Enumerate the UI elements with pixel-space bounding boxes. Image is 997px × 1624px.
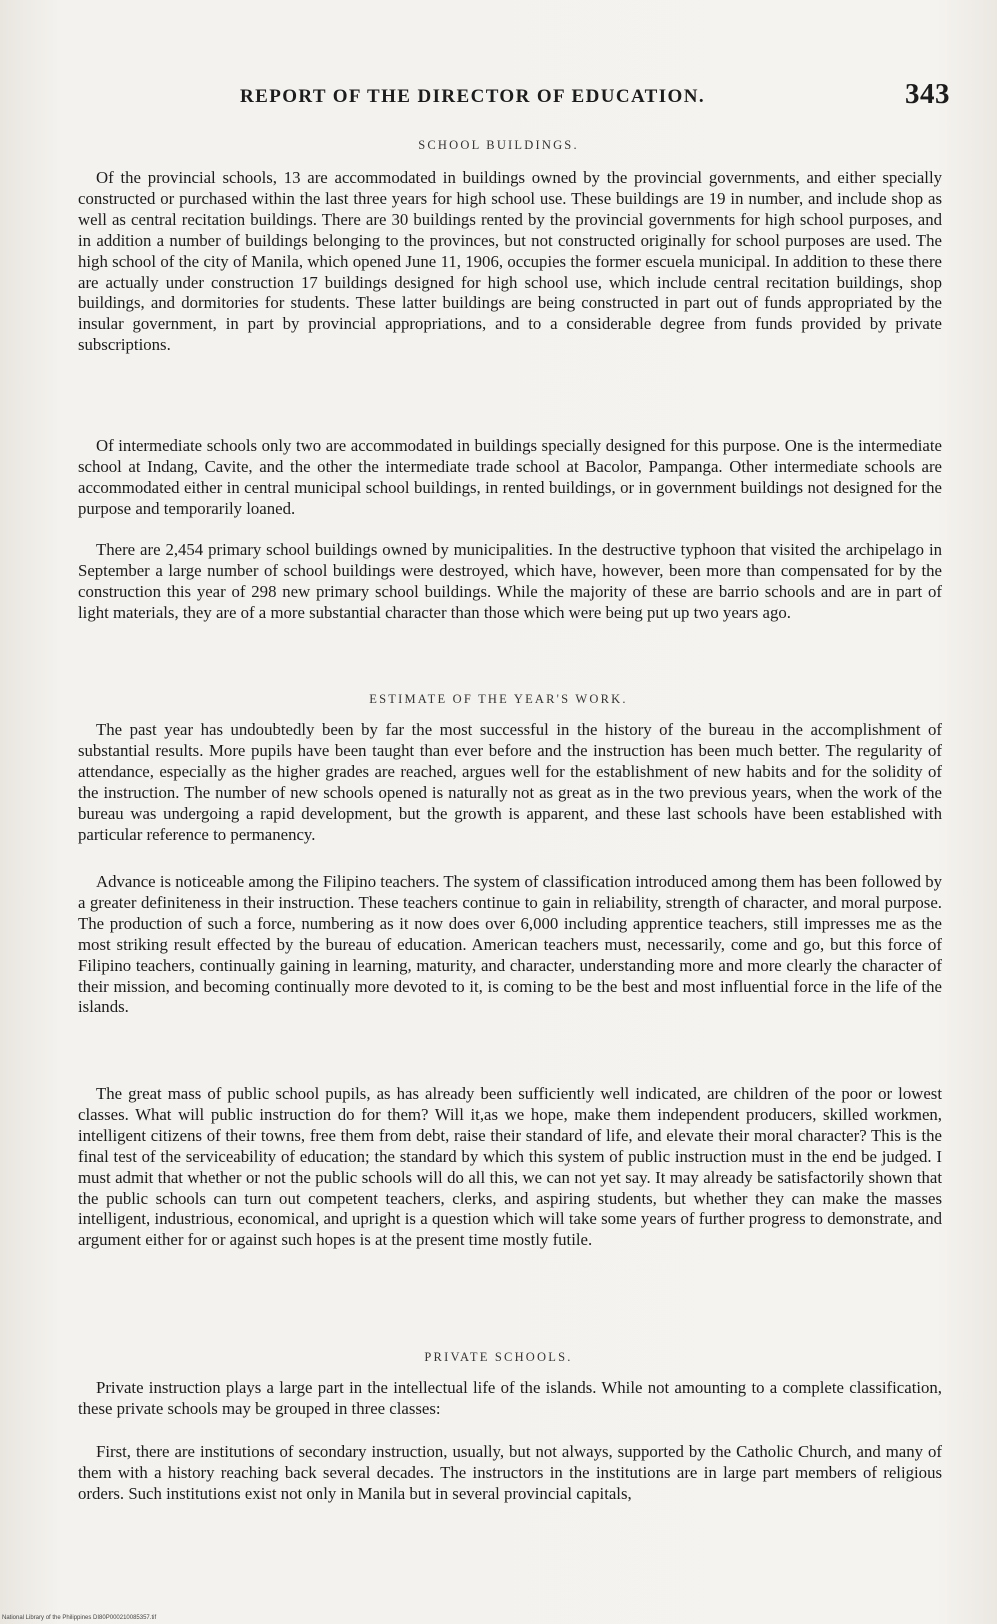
paragraph: The great mass of public school pupils, as has already been sufficiently well indicated, are children of the poor or lowest classes. What will public instruction do for them? Will it,as we hope, make them independent producers, skilled workmen, intelligent citizens of their towns, free them from debt, raise their standard of life, and elevate their moral character? This is the final test of the serviceability of education; the standard by which this system of public instruction must in the end be judged. I must admit that whether or not the public schools will do all this, we can not yet say. It may already be satisfactorily shown that the public schools can turn out competent teachers, clerks, and aspiring students, but whether they can make the masses intelligent, industrious, economical, and upright is a question which will take some years of further progress to demonstrate, and argument either for or against such hopes is at the present time mostly futile. [78,1084,942,1250]
paragraph: Advance is noticeable among the Filipino teachers. The system of classification introduced among them has been followed by a greater definiteness in their instruction. These teachers continue to gain in reliability, strength of character, and moral purpose. The production of such a force, numbering as it now does over 6,000 including apprentice teachers, still impresses me as the most striking result effected by the bureau of education. American teachers must, necessarily, come and go, but this force of Filipino teachers, continually gaining in learning, maturity, and character, understanding more and more clearly the character of their mission, and becoming continually more devoted to it, is coming to be the best and most influential force in the life of the islands. [78,872,942,1017]
section-heading-private-schools: PRIVATE SCHOOLS. [424,1350,573,1364]
section-heading-estimate: ESTIMATE OF THE YEAR'S WORK. [369,692,628,706]
paragraph: Of the provincial schools, 13 are accommodated in buildings owned by the provincial governments, and either specially constructed or purchased within the last three years for high school use. These buildings are 19 in number, and include shop as well as central recitation buildings. There are 30 buildings rented by the provincial governments for high school purposes, and in addition a number of buildings belonging to the provinces, but not constructed originally for school purposes are used. The high school of the city of Manila, which opened June 11, 1906, occupies the former escuela municipal. In addition to these there are actually under construction 17 buildings designed for high school use, which include central recitation buildings, shop buildings, and dormitories for students. These latter buildings are being constructed in part out of funds appropriated by the insular government, in part by provincial appropriations, and to a considerable degree from funds provided by private subscriptions. [78,168,942,355]
paragraph: Private instruction plays a large part in the intellectual life of the islands. While not amounting to a complete classification, these private schools may be grouped in three classes: [78,1378,942,1418]
scan-footer: National Library of the Philippines DI80P000210085357.tif [2,1615,157,1621]
section-heading-school-buildings: SCHOOL BUILDINGS. [418,138,579,152]
page-header [240,78,950,118]
paragraph: Of intermediate schools only two are accommodated in buildings specially designed for this purpose. One is the intermediate school at Indang, Cavite, and the other the intermediate trade school at Bacolor, Pampanga. Other intermediate schools are accommodated either in central municipal school buildings, in rented buildings, or in government buildings not designed for the purpose and temporarily loaned. [78,436,942,518]
paragraph: There are 2,454 primary school buildings owned by municipalities. In the destructive typhoon that visited the archipelago in September a large number of school buildings were destroyed, which have, however, been more than compensated for by the construction this year of 298 new primary school buildings. While the majority of these are barrio schools and are in part of light materials, they are of a more substantial character than those which were being put up two years ago. [78,540,942,622]
paragraph: First, there are institutions of secondary instruction, usually, but not always, supported by the Catholic Church, and many of them with a history reaching back several decades. The instructors in the institutions are in large part members of religious orders. Such institutions exist not only in Manila but in several provincial capitals, [78,1442,942,1503]
paragraph: The past year has undoubtedly been by far the most successful in the history of the bureau in the accomplishment of substantial results. More pupils have been taught than ever before and the instruction has been much better. The regularity of attendance, especially as the higher grades are reached, argues well for the establishment of new habits and for the solidity of the instruction. The number of new schools opened is naturally not as great as in the two previous years, when the work of the bureau was undergoing a rapid development, but the growth is apparent, and these last schools have been established with particular reference to permanency. [78,720,942,844]
running-head: REPORT OF THE DIRECTOR OF EDUCATION. [240,86,705,107]
page-number: 343 [905,78,950,110]
